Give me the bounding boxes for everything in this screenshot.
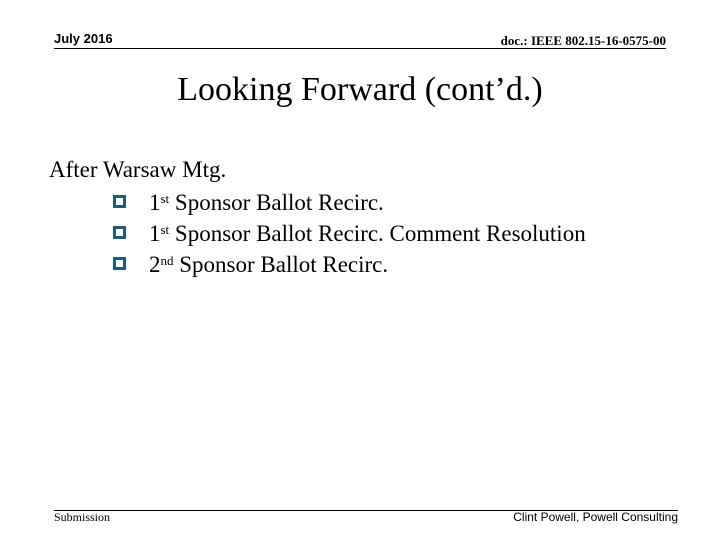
hollow-square-bullet-icon [113, 195, 127, 209]
body-heading: After Warsaw Mtg. [49, 157, 227, 182]
bullet-list [49, 187, 586, 280]
bullet-ordinal-suffix: nd [160, 253, 174, 268]
bullet-number: 2 [149, 252, 161, 277]
bullet-text: Sponsor Ballot Recirc. [173, 252, 389, 277]
header-date: July 2016 [54, 31, 113, 46]
bullet-text: Sponsor Ballot Recirc. Comment Resolution [169, 221, 586, 246]
footer-submission: Submission [54, 510, 111, 524]
bullet-number: 1 [149, 190, 161, 215]
bullet-item [49, 218, 586, 249]
bullet-text: Sponsor Ballot Recirc. [169, 190, 384, 215]
header-divider [54, 48, 666, 49]
header-doc-id: doc.: IEEE 802.15-16-0575-00 [500, 33, 666, 48]
bullet-item [49, 249, 586, 280]
slide-title: Looking Forward (cont’d.) [177, 71, 543, 108]
bullet-ordinal-suffix: st [160, 222, 170, 237]
slide-body [49, 157, 586, 280]
footer-author: Clint Powell, Powell Consulting [513, 510, 678, 524]
hollow-square-bullet-icon [113, 226, 127, 240]
bullet-ordinal-suffix: st [160, 191, 170, 206]
bullet-item [49, 187, 586, 218]
bullet-number: 1 [149, 221, 161, 246]
hollow-square-bullet-icon [113, 257, 127, 271]
